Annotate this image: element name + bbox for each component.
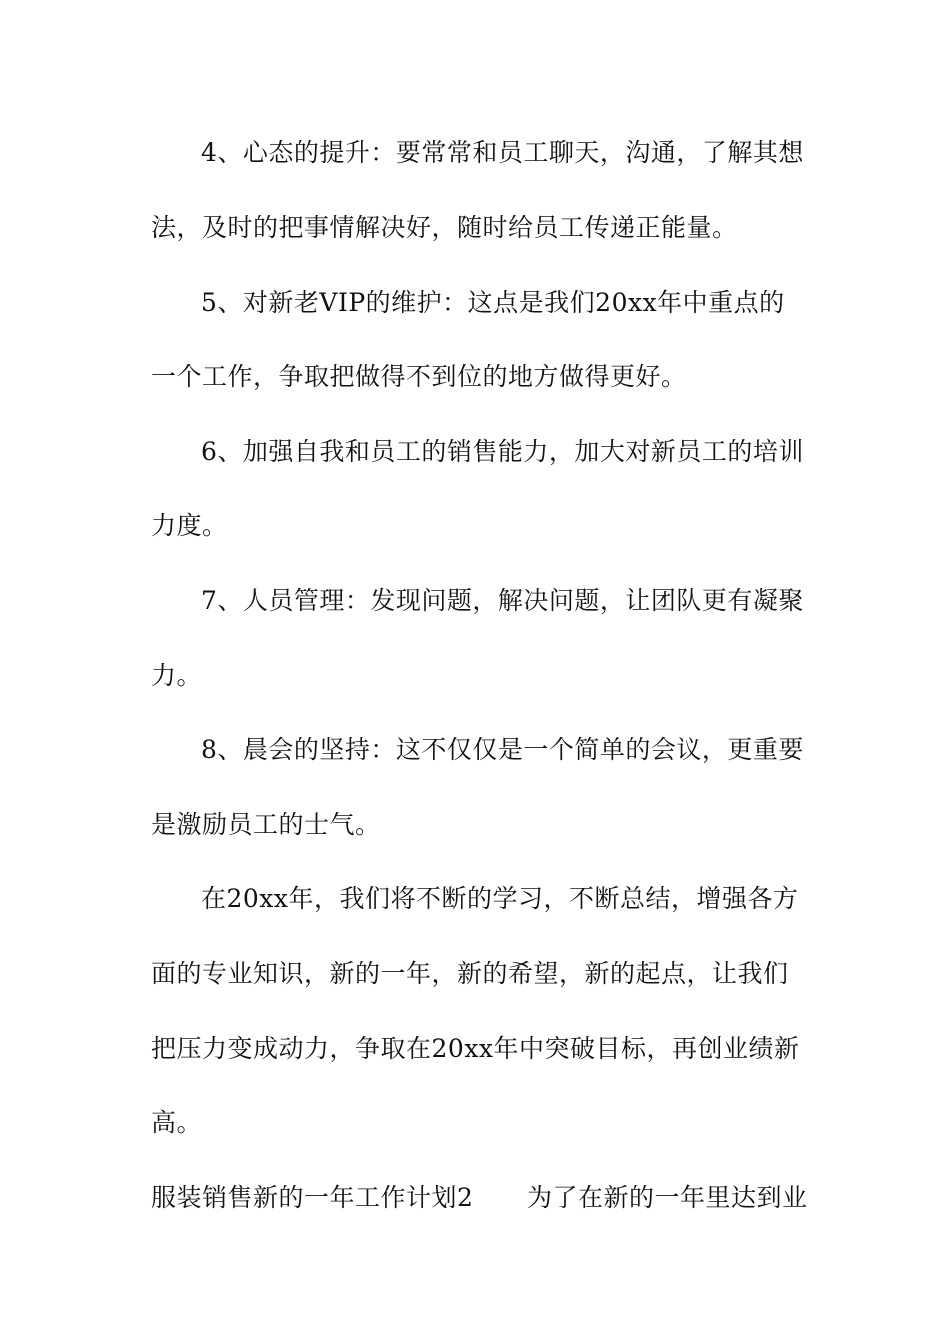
closing-paragraph-line-3: 把压力变成动力，争取在20xx年中突破目标，再创业绩新 bbox=[151, 1034, 800, 1063]
paragraph-6-line-1: 6、加强自我和员工的销售能力，加大对新员工的培训 bbox=[201, 437, 804, 466]
paragraph-6-line-2: 力度。 bbox=[151, 511, 228, 540]
paragraph-4-line-2: 法，及时的把事情解决好，随时给员工传递正能量。 bbox=[151, 213, 738, 242]
paragraph-5-line-2: 一个工作，争取把做得不到位的地方做得更好。 bbox=[151, 362, 687, 391]
section-heading-title: 服装销售新的一年工作计划2 bbox=[151, 1183, 474, 1212]
paragraph-7-line-2: 力。 bbox=[151, 661, 203, 690]
closing-paragraph-line-2: 面的专业知识，新的一年，新的希望，新的起点，让我们 bbox=[151, 959, 789, 988]
paragraph-7-line-1: 7、人员管理：发现问题，解决问题，让团队更有凝聚 bbox=[201, 586, 804, 615]
paragraph-5-line-1: 5、对新老VIP的维护：这点是我们20xx年中重点的 bbox=[201, 288, 785, 317]
paragraph-8-line-1: 8、晨会的坚持：这不仅仅是一个简单的会议，更重要 bbox=[201, 735, 804, 764]
section-heading-continuation: 为了在新的一年里达到业 bbox=[527, 1183, 808, 1212]
paragraph-8-line-2: 是激励员工的士气。 bbox=[151, 810, 381, 839]
closing-paragraph-line-1: 在20xx年，我们将不断的学习，不断总结，增强各方 bbox=[201, 884, 799, 913]
paragraph-4-line-1: 4、心态的提升：要常常和员工聊天，沟通，了解其想 bbox=[201, 138, 804, 167]
closing-paragraph-line-4: 高。 bbox=[151, 1108, 203, 1137]
